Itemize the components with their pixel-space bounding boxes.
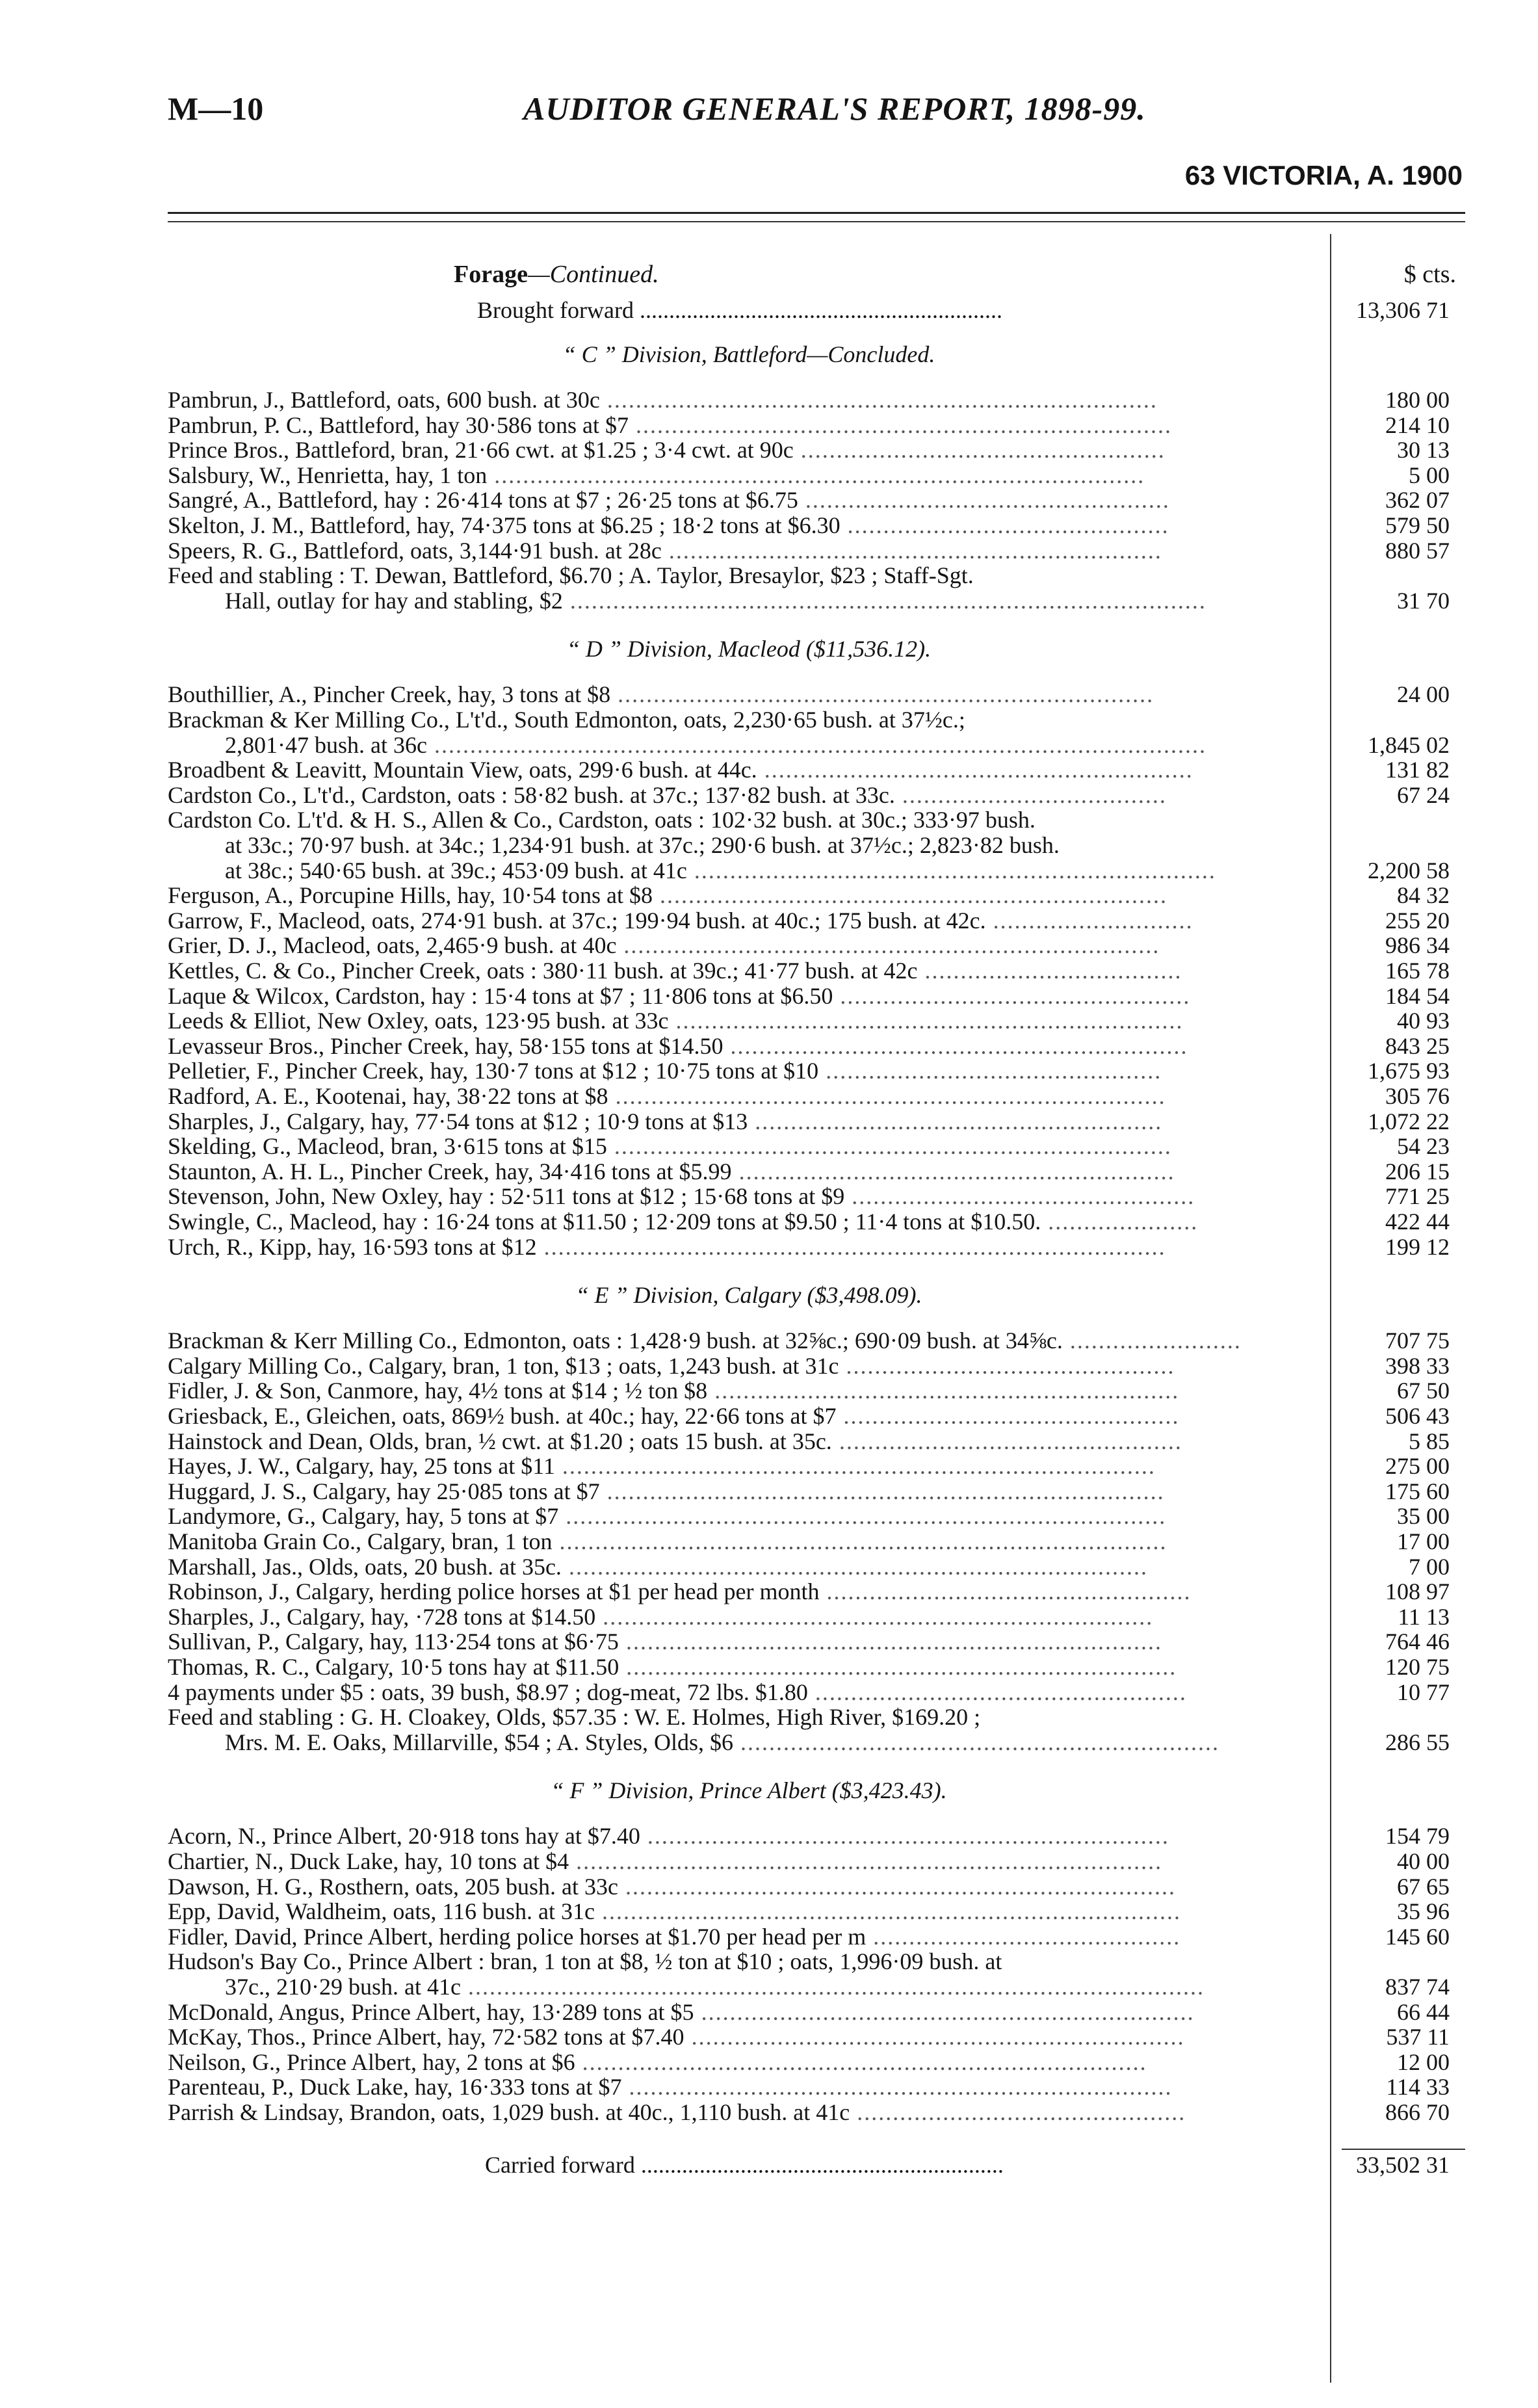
- entry-text: Fidler, J. & Son, Canmore, hay, 4½ tons at $14 ; ½ ton $8: [168, 1378, 708, 1404]
- dot-leader: ...................................................: [793, 437, 1166, 464]
- dot-leader: ...................................................: [819, 1578, 1192, 1605]
- dot-leader: .....................................................................: [694, 1998, 1195, 2025]
- entry-text: Hall, outlay for hay and stabling, $2: [225, 587, 563, 614]
- entry-description-line: [168, 682, 1318, 707]
- entry-text: Brackman & Kerr Milling Co., Edmonton, oats : 1,428·9 bush. at 32⅝c.; 690·09 bush. at 34⅝c.: [168, 1328, 1063, 1354]
- dot-leader: .................................................................: [707, 1378, 1180, 1404]
- top-rule: [168, 212, 1465, 214]
- division-heading: “ F ” Division, Prince Albert ($3,423.43).: [551, 1777, 947, 1804]
- division-heading: “ C ” Division, Battleford—Concluded.: [562, 341, 935, 367]
- entry-description-line: [168, 1008, 1318, 1033]
- dot-leader: ...........................................................................: [618, 1629, 1162, 1655]
- entry-amount: 707 75: [1385, 1328, 1450, 1354]
- entry-amount: 84 32: [1397, 882, 1450, 909]
- carried-forward-amount: 33,502 31: [1356, 2151, 1450, 2178]
- brought-forward-amount: 13,306 71: [1356, 297, 1450, 323]
- entry-description-line: [168, 1034, 1318, 1058]
- entry-amount: 67 24: [1397, 781, 1450, 808]
- entry-description-line: [168, 513, 1318, 538]
- entry-description-line: [168, 1504, 1318, 1528]
- entry-description-line: [168, 1429, 1318, 1454]
- entry-description-line: [168, 538, 1318, 563]
- entry-text: Radford, A. E., Kootenai, hay, 38·22 tons at $8: [168, 1083, 608, 1109]
- brought-forward-label: Brought forward ..............................................................: [477, 297, 1002, 323]
- entry-description-line: [168, 883, 1318, 908]
- entry-amount: 67 65: [1397, 1873, 1450, 1900]
- entry-text: Sangré, A., Battleford, hay : 26·414 tons at $7 ; 26·25 tons at $6.75: [168, 487, 798, 514]
- dot-leader: ........................: [1062, 1328, 1242, 1354]
- entry-text: Epp, David, Waldheim, oats, 116 bush. at 31c: [168, 1898, 595, 1925]
- entry-text: Landymore, G., Calgary, hay, 5 tons at $7: [168, 1503, 559, 1530]
- dot-leader: ............................................................................: [621, 2074, 1173, 2100]
- division-heading: “ D ” Division, Macleod ($11,536.12).: [566, 636, 932, 662]
- entry-amount: 986 34: [1385, 932, 1450, 959]
- entry-text: Skelton, J. M., Battleford, hay, 74·375 tons at $6.25 ; 18·2 tons at $6.30: [168, 512, 841, 538]
- entry-amount: 24 00: [1397, 681, 1450, 708]
- entry-description-line: [168, 1479, 1318, 1504]
- dot-leader: ..............................................................................: [599, 1478, 1165, 1504]
- entry-amount: 54 23: [1397, 1133, 1450, 1160]
- entry-amount: 12 00: [1397, 2048, 1450, 2075]
- top-rule-inner: [168, 221, 1465, 222]
- entry-amount: 5 00: [1409, 462, 1450, 488]
- entry-text: Hainstock and Dean, Olds, bran, ½ cwt. at $1.20 ; oats 15 bush. at 35c.: [168, 1428, 832, 1454]
- dot-leader: .............................................................................: [618, 1873, 1176, 1900]
- entry-text: Levasseur Bros., Pincher Creek, hay, 58·155 tons at $14.50: [168, 1032, 723, 1059]
- entry-amount: 67 50: [1397, 1378, 1450, 1404]
- dot-leader: .....................: [1041, 1209, 1199, 1235]
- entry-description-line: [168, 1730, 1318, 1755]
- entry-description-line: [168, 413, 1318, 438]
- report-title: AUDITOR GENERAL'S REPORT, 1898-99.: [523, 90, 1146, 127]
- entry-amount: 1,675 93: [1368, 1058, 1450, 1084]
- entry-amount: 255 20: [1385, 907, 1450, 934]
- entry-amount: 7 00: [1409, 1553, 1450, 1580]
- entry-text: Neilson, G., Prince Albert, hay, 2 tons at $6: [168, 2048, 575, 2075]
- entry-description-line: [168, 1924, 1318, 1949]
- entry-text: Hudson's Bay Co., Prince Albert : bran, 1 ton at $8, ½ ton at $10 ; oats, 1,996·09 bush. at: [168, 1948, 1002, 1975]
- entry-description-line: [168, 1554, 1318, 1579]
- entry-text: Garrow, F., Macleod, oats, 274·91 bush. at 37c.; 199·94 bush. at 40c.; 175 bush. at 42c.: [168, 907, 986, 934]
- entry-amount: 30 13: [1397, 437, 1450, 464]
- entry-text: Calgary Milling Co., Calgary, bran, 1 ton, $13 ; oats, 1,243 bush. at 31c: [168, 1352, 839, 1379]
- dot-leader: ............................: [985, 907, 1193, 934]
- entry-text: Laque & Wilcox, Cardston, hay : 15·4 tons at $7 ; 11·806 tons at $6.50: [168, 982, 833, 1009]
- column-title-main: Forage: [454, 261, 528, 288]
- dot-leader: ............................................................................................................: [426, 731, 1206, 758]
- entry-description-line: [168, 933, 1318, 958]
- entry-amount: 837 74: [1385, 1973, 1450, 2000]
- entry-amount: 114 33: [1386, 2074, 1450, 2100]
- entry-text: Robinson, J., Calgary, herding police horses at $1 per head per month: [168, 1578, 820, 1605]
- entry-text: at 33c.; 70·97 bush. at 34c.; 1,234·91 bush. at 37c.; 290·6 bush. at 37½c.; 2,823·82 bush.: [225, 831, 1060, 858]
- entry-text: at 38c.; 540·65 bush. at 39c.; 453·09 bush. at 41c: [225, 857, 687, 883]
- entry-description-line: [168, 1680, 1318, 1705]
- entry-amount: 866 70: [1385, 2099, 1450, 2125]
- entry-text: Manitoba Grain Co., Calgary, bran, 1 ton: [168, 1528, 553, 1554]
- entry-amount: 362 07: [1385, 487, 1450, 514]
- dot-leader: .....................................................................: [661, 537, 1162, 564]
- entry-amount: 40 93: [1397, 1008, 1450, 1034]
- dot-leader: ..............................................................................: [606, 1133, 1172, 1160]
- entry-description-line: [168, 1655, 1318, 1679]
- entry-text: Ferguson, A., Porcupine Hills, hay, 10·54 tons at $8: [168, 882, 653, 909]
- entry-text: Pelletier, F., Pincher Creek, hay, 130·7 tons at $12 ; 10·75 tons at $10: [168, 1058, 819, 1084]
- dot-leader: ...............................................: [836, 1403, 1180, 1429]
- dot-leader: ...................................................................: [733, 1729, 1219, 1755]
- entry-description-line: [168, 2074, 1318, 2099]
- entry-text: Broadbent & Leavitt, Mountain View, oats, 299·6 bush. at 44c.: [168, 757, 757, 783]
- entry-description-line: [168, 1849, 1318, 1874]
- dot-leader: .......................................................................: [668, 1008, 1184, 1034]
- entry-description-line: [168, 438, 1318, 462]
- dot-leader: ................................................: [844, 1183, 1195, 1210]
- dot-leader: .......................................................................: [652, 882, 1167, 909]
- entry-amount: 305 76: [1385, 1083, 1450, 1109]
- entry-description-line: [168, 1629, 1318, 1654]
- entry-text: Hayes, J. W., Calgary, hay, 25 tons at $11: [168, 1453, 555, 1480]
- carried-forward-label: Carried forward ..............................................................: [485, 2151, 1004, 2178]
- entry-description-line: [168, 858, 1318, 883]
- entry-amount: 398 33: [1385, 1352, 1450, 1379]
- entry-text: 4 payments under $5 : oats, 39 bush, $8.97 ; dog-meat, 72 lbs. $1.80: [168, 1679, 808, 1705]
- dot-leader: ................................................: [831, 1428, 1182, 1454]
- dot-leader: .........................................................................: [640, 1823, 1169, 1850]
- entry-description-line: [168, 1579, 1318, 1604]
- entry-description-line: [168, 958, 1318, 983]
- entry-amount: 11 13: [1398, 1603, 1450, 1630]
- dot-leader: .................................................................................: [595, 1898, 1181, 1925]
- entry-text: Skelding, G., Macleod, bran, 3·615 tons at $15: [168, 1133, 607, 1160]
- dot-leader: ..............................................: [839, 1352, 1175, 1379]
- dot-leader: ...........................................................................: [616, 932, 1160, 959]
- dot-leader: .............................................................................: [608, 1083, 1166, 1109]
- entry-amount: 537 11: [1386, 2024, 1450, 2050]
- dot-leader: .........................................................................: [686, 857, 1216, 883]
- dot-leader: ...................................................................................: [554, 1453, 1156, 1480]
- entry-amount: 66 44: [1397, 1998, 1450, 2025]
- dot-leader: ............................................................: [757, 757, 1193, 783]
- dot-leader: ...........................................................................: [610, 681, 1154, 708]
- entry-description-line: [168, 2050, 1318, 2074]
- entry-text: McDonald, Angus, Prince Albert, hay, 13·289 tons at $5: [168, 1998, 694, 2025]
- entry-description-line: [168, 833, 1318, 857]
- column-title: [454, 260, 659, 289]
- dot-leader: .........................................................: [748, 1108, 1163, 1134]
- entry-amount: 184 54: [1385, 982, 1450, 1009]
- entry-amount: 275 00: [1385, 1453, 1450, 1480]
- entry-description-line: [168, 1974, 1318, 1999]
- dot-leader: ...........................................................................: [628, 412, 1172, 438]
- entry-amount: 31 70: [1397, 587, 1450, 614]
- entry-description-line: [168, 463, 1318, 488]
- entry-amount: 771 25: [1385, 1183, 1450, 1210]
- entry-description-line: [168, 1084, 1318, 1108]
- entry-amount: 214 10: [1385, 412, 1450, 438]
- entry-description-line: [168, 1328, 1318, 1353]
- entry-text: Griesback, E., Gleichen, oats, 869½ bush. at 40c.; hay, 22·66 tons at $7: [168, 1403, 837, 1429]
- column-unit: $ cts.: [1403, 261, 1456, 288]
- dot-leader: ...........................................: [866, 1923, 1181, 1950]
- entry-text: Dawson, H. G., Rosthern, oats, 205 bush. at 33c: [168, 1873, 618, 1900]
- entry-amount: 286 55: [1385, 1729, 1450, 1755]
- entry-amount: 131 82: [1385, 757, 1450, 783]
- entry-amount: 120 75: [1385, 1654, 1450, 1680]
- entry-amount: 506 43: [1385, 1403, 1450, 1429]
- entry-amount: 422 44: [1385, 1209, 1450, 1235]
- dot-leader: ..................................................................................: [569, 1848, 1163, 1874]
- dot-leader: ....................................................................................: [558, 1503, 1167, 1530]
- entry-description-line: [168, 2100, 1318, 2125]
- entry-description-line: [168, 807, 1318, 832]
- entry-text: Bouthillier, A., Pincher Creek, hay, 3 tons at $8: [168, 681, 611, 708]
- entry-description-line: [168, 1454, 1318, 1478]
- entry-amount: 1,845 02: [1368, 731, 1450, 758]
- dot-leader: .....................................: [894, 781, 1167, 808]
- entry-description-line: [168, 1604, 1318, 1629]
- entry-text: Pambrun, J., Battleford, oats, 600 bush. at 30c: [168, 387, 600, 413]
- entry-description-line: [168, 908, 1318, 933]
- entry-text: Prince Bros., Battleford, bran, 21·66 cwt. at $1.25 ; 3·4 cwt. at 90c: [168, 437, 794, 464]
- dot-leader: ...............................................................................: [575, 2048, 1147, 2075]
- entry-text: McKay, Thos., Prince Albert, hay, 72·582 tons at $7.40: [168, 2024, 684, 2050]
- entry-amount: 17 00: [1397, 1528, 1450, 1554]
- entry-description-line: [168, 2000, 1318, 2024]
- dot-leader: ...............................................: [818, 1058, 1162, 1084]
- entry-text: Speers, R. G., Battleford, oats, 3,144·91 bush. at 28c: [168, 537, 662, 564]
- entry-description-line: [168, 2024, 1318, 2049]
- entry-text: Mrs. M. E. Oaks, Millarville, $54 ; A. Styles, Olds, $6: [225, 1729, 733, 1755]
- entry-text: Parrish & Lindsay, Brandon, oats, 1,029 bush. at 40c., 1,110 bush. at 41c: [168, 2099, 850, 2125]
- entry-text: Stevenson, John, New Oxley, hay : 52·511 tons at $12 ; 15·68 tons at $9: [168, 1183, 845, 1210]
- entry-description-line: [168, 488, 1318, 512]
- entry-text: Sharples, J., Calgary, hay, ·728 tons at $14.50: [168, 1603, 596, 1630]
- entry-description-line: [168, 1824, 1318, 1848]
- entry-amount: 2,200 58: [1368, 857, 1450, 883]
- entry-description-line: [168, 1874, 1318, 1899]
- entry-description-line: [168, 1404, 1318, 1428]
- entry-amount: 35 00: [1397, 1503, 1450, 1530]
- entry-amount: 880 57: [1385, 537, 1450, 564]
- entry-amount: 154 79: [1385, 1823, 1450, 1850]
- entry-description-line: [168, 387, 1318, 412]
- entry-amount: 199 12: [1385, 1233, 1450, 1260]
- entry-amount: 1,072 22: [1368, 1108, 1450, 1134]
- entry-description-line: [168, 1058, 1318, 1083]
- entry-text: Cardston Co., L't'd., Cardston, oats : 58·82 bush. at 37c.; 137·82 bush. at 33c.: [168, 781, 895, 808]
- entry-amount: 579 50: [1385, 512, 1450, 538]
- division-heading: “ E ” Division, Calgary ($3,498.09).: [575, 1282, 922, 1309]
- dot-leader: .............................................................................: [619, 1654, 1177, 1680]
- dot-leader: ...........................................................................................: [487, 462, 1145, 488]
- entry-amount: 35 96: [1397, 1898, 1450, 1925]
- dot-leader: .................................................................................: [561, 1553, 1148, 1580]
- entry-description-line: [168, 1184, 1318, 1209]
- entry-text: Leeds & Elliot, New Oxley, oats, 123·95 bush. at 33c: [168, 1008, 669, 1034]
- entry-description-line: [168, 1705, 1318, 1729]
- dot-leader: .......................................................................................................: [460, 1973, 1205, 2000]
- entry-description-line: [168, 1235, 1318, 1259]
- entry-description-line: [168, 1949, 1318, 1974]
- dot-leader: ....................................: [917, 958, 1182, 984]
- entry-text: Chartier, N., Duck Lake, hay, 10 tons at $4: [168, 1848, 569, 1874]
- entry-amount: 180 00: [1385, 387, 1450, 413]
- entry-text: Grier, D. J., Macleod, oats, 2,465·9 bush. at 40c: [168, 932, 617, 959]
- entry-text: Feed and stabling : T. Dewan, Battleford, $6.70 ; A. Taylor, Bresaylor, $23 ; Staff-Sgt.: [168, 562, 974, 589]
- entry-amount: 206 15: [1385, 1158, 1450, 1184]
- entry-text: 37c., 210·29 bush. at 41c: [225, 1973, 461, 2000]
- dot-leader: .........................................................................................: [562, 587, 1206, 614]
- entry-amount: 175 60: [1385, 1478, 1450, 1504]
- entry-description-line: [168, 1109, 1318, 1134]
- entry-description-line: [168, 757, 1318, 782]
- dot-leader: .................................................: [833, 982, 1191, 1009]
- entry-text: Sharples, J., Calgary, hay, 77·54 tons at $12 ; 10·9 tons at $13: [168, 1108, 748, 1134]
- entry-text: Parenteau, P., Duck Lake, hay, 16·333 tons at $7: [168, 2074, 622, 2100]
- entry-text: Acorn, N., Prince Albert, 20·918 tons hay at $7.40: [168, 1823, 640, 1850]
- dot-leader: .............................................: [840, 512, 1169, 538]
- dot-leader: ....................................................: [807, 1679, 1187, 1705]
- entry-amount: 843 25: [1385, 1032, 1450, 1059]
- entry-description-line: [168, 563, 1318, 588]
- amount-column-divider: [1330, 234, 1331, 2383]
- entry-description-line: [168, 1899, 1318, 1924]
- entry-amount: 145 60: [1385, 1923, 1450, 1950]
- entry-text: Marshall, Jas., Olds, oats, 20 bush. at 35c.: [168, 1553, 562, 1580]
- entry-description-line: [168, 1159, 1318, 1184]
- entry-text: 2,801·47 bush. at 36c: [225, 731, 427, 758]
- entry-description-line: [168, 707, 1318, 732]
- entry-text: Sullivan, P., Calgary, hay, 113·254 tons at $6·75: [168, 1629, 619, 1655]
- entry-text: Fidler, David, Prince Albert, herding police horses at $1.70 per head per m: [168, 1923, 867, 1950]
- entry-amount: 10 77: [1397, 1679, 1450, 1705]
- entry-text: Feed and stabling : G. H. Cloakey, Olds, $57.35 : W. E. Holmes, High River, $169.20 ;: [168, 1704, 981, 1731]
- entry-description-line: [168, 1354, 1318, 1378]
- entry-description-line: [168, 588, 1318, 613]
- dot-leader: .......................................................................................: [536, 1233, 1166, 1260]
- dot-leader: .............................................................................: [595, 1603, 1154, 1630]
- entry-text: Thomas, R. C., Calgary, 10·5 tons hay at $11.50: [168, 1654, 619, 1680]
- dot-leader: .....................................................................: [684, 2024, 1185, 2050]
- entry-text: Urch, R., Kipp, hay, 16·593 tons at $12: [168, 1233, 537, 1260]
- entry-text: Staunton, A. H. L., Pincher Creek, hay, 34·416 tons at $5.99: [168, 1158, 732, 1184]
- dot-leader: ..............................................: [850, 2099, 1186, 2125]
- entry-description-line: [168, 783, 1318, 807]
- dot-leader: .............................................................................: [599, 387, 1158, 413]
- entry-description-line: [168, 1529, 1318, 1554]
- entry-text: Salsbury, W., Henrietta, hay, 1 ton: [168, 462, 488, 488]
- dot-leader: ...................................................: [798, 487, 1170, 514]
- entry-text: Brackman & Ker Milling Co., L't'd., South Edmonton, oats, 2,230·65 bush. at 37½c.;: [168, 707, 965, 733]
- entry-text: Pambrun, P. C., Battleford, hay 30·586 tons at $7: [168, 412, 629, 438]
- dot-leader: .....................................................................................: [552, 1528, 1167, 1554]
- dot-leader: ................................................................: [723, 1032, 1188, 1059]
- entry-description-line: [168, 1134, 1318, 1158]
- entry-text: Huggard, J. S., Calgary, hay 25·085 tons at $7: [168, 1478, 600, 1504]
- entry-description-line: [168, 733, 1318, 757]
- session-label: 63 VICTORIA, A. 1900: [1184, 160, 1463, 190]
- entry-amount: 764 46: [1385, 1629, 1450, 1655]
- dot-leader: .............................................................: [731, 1158, 1175, 1184]
- column-title-continued: —Continued.: [527, 261, 659, 288]
- entry-description-line: [168, 1209, 1318, 1234]
- entry-amount: 40 00: [1397, 1848, 1450, 1874]
- entry-amount: 5 85: [1409, 1428, 1450, 1454]
- entry-text: Kettles, C. & Co., Pincher Creek, oats : 380·11 bush. at 39c.; 41·77 bush. at 42c: [168, 958, 918, 984]
- page-number: M—10: [168, 90, 264, 127]
- entry-text: Cardston Co. L't'd. & H. S., Allen & Co., Cardston, oats : 102·32 bush. at 30c.; 333·97 bush.: [168, 807, 1036, 833]
- entry-description-line: [168, 1378, 1318, 1403]
- entry-description-line: [168, 984, 1318, 1008]
- entry-amount: 108 97: [1385, 1578, 1450, 1605]
- total-rule: [1342, 2149, 1465, 2150]
- entry-amount: 165 78: [1385, 958, 1450, 984]
- entry-text: Swingle, C., Macleod, hay : 16·24 tons at $11.50 ; 12·209 tons at $9.50 ; 11·4 tons at $10.50.: [168, 1209, 1041, 1235]
